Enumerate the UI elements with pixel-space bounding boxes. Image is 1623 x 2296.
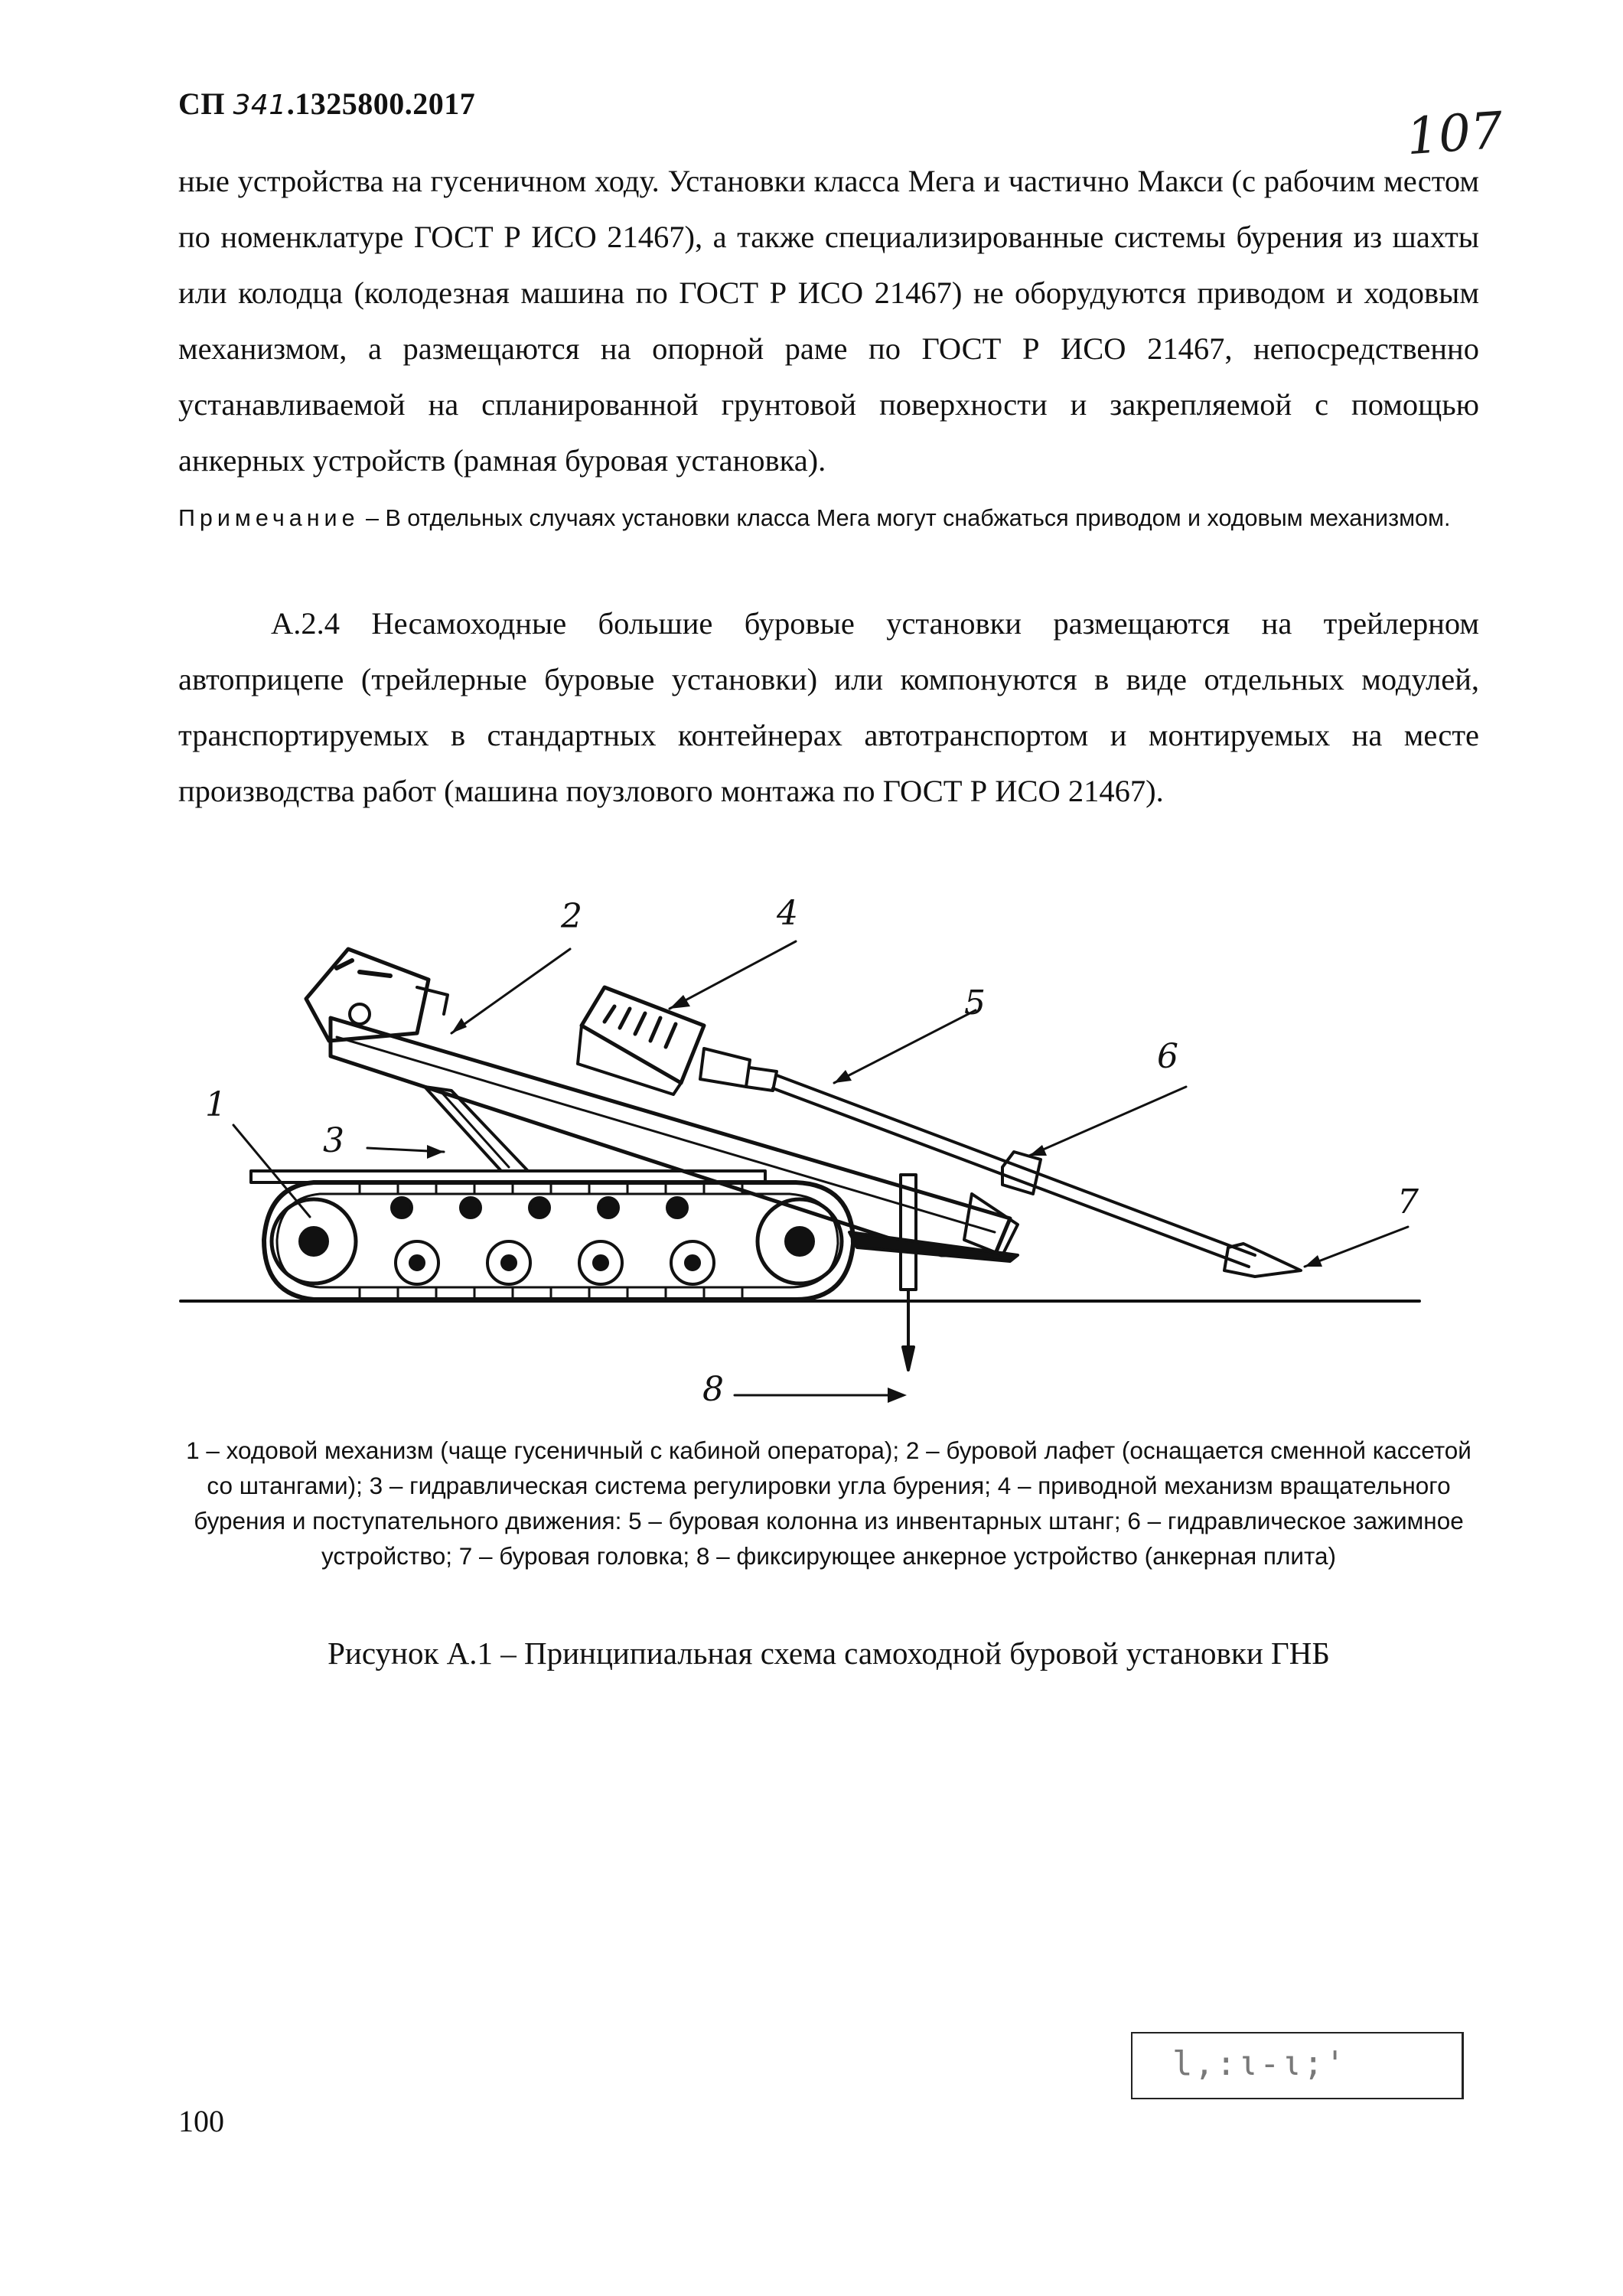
callout-7: 7: [1397, 1182, 1419, 1221]
rotary-drive: [578, 987, 777, 1094]
drill-head: [1224, 1244, 1301, 1277]
handwritten-page-number: 107: [1404, 100, 1505, 167]
leader-2: [451, 949, 570, 1033]
callout-8: 8: [702, 1370, 724, 1409]
anchor-rod: [901, 1175, 916, 1370]
note-label: Примечание: [178, 505, 360, 531]
leader-3: [367, 1148, 444, 1152]
registration-stamp: [1131, 2032, 1464, 2099]
figure-caption: 1 – ходовой механизм (чаще гусеничный с кабиной оператора); 2 – буровой лафет (оснащается сменной кассетой со штангами); 3 – гидравлическая система регулировки угла бурения; 4 – приводной механизм вращательного бурения и поступательного движения: 5 – буровая колонна из инвентарных штанг; 6 – гидравлическое зажимное устройство; 7 – буровая головка; 8 – фиксирующее анкерное устройство (анкерная плита): [186, 1437, 1471, 1570]
page-number: 100: [178, 2104, 224, 2138]
code-prefix: СП: [178, 86, 225, 121]
callout-4: 4: [777, 894, 798, 933]
code-suffix: .1325800.2017: [286, 86, 476, 121]
callout-3: 3: [323, 1121, 344, 1160]
leader-5: [834, 1010, 976, 1083]
callout-6: 6: [1157, 1037, 1178, 1076]
code-handwritten-number: 341: [233, 90, 287, 121]
crawler-track: [264, 1182, 853, 1300]
leader-6: [1029, 1087, 1186, 1156]
chassis-deck: [251, 1171, 765, 1182]
paragraph-2-text: А.2.4 Несамоходные большие буровые установки размещаются на трейлерном автоприцепе (трейлерные буровые установки) или компонуются в виде отдельных модулей, транспортируемых в стандартных контейнерах автотранспортом и монтируемых на месте производства работ (машина поузлового монтажа по ГОСТ Р ИСО 21467).: [178, 606, 1479, 808]
figure-title: Рисунок А.1 – Принципиальная схема самоходной буровой установки ГНБ: [328, 1636, 1330, 1671]
callout-2: 2: [561, 897, 582, 936]
callout-1: 1: [205, 1085, 227, 1124]
hydraulic-clamp: [964, 1152, 1041, 1255]
drill-string: [773, 1075, 1255, 1267]
leader-4: [670, 941, 796, 1009]
note-text: – В отдельных случаях установки класса Мега могут снабжаться приводом и ходовым механизмом.: [359, 505, 1451, 531]
leader-7: [1305, 1227, 1408, 1267]
angle-adjuster: [425, 1087, 528, 1171]
paragraph-2: [178, 595, 1479, 819]
stamp-text: l,:ι-ι;': [1172, 2044, 1347, 2083]
callout-5: 5: [964, 983, 986, 1022]
document-code: [178, 86, 475, 122]
note: [178, 501, 1479, 536]
paragraph-1: ные устройства на гусеничном ходу. Установки класса Мега и частично Макси (с рабочим местом по номенклатуре ГОСТ Р ИСО 21467), а также специализированные системы бурения из шахты или колодца (колодезная машина по ГОСТ Р ИСО 21467) не оборудуются приводом и ходовым механизмом, а размещаются на опорной раме по ГОСТ Р ИСО 21467, непосредственно устанавливаемой на спланированной грунтовой поверхности и закрепляемой с помощью анкерных устройств (рамная буровая установка).: [178, 164, 1479, 478]
control-box: [306, 949, 448, 1041]
drill-frame: [331, 1018, 1018, 1261]
leader-1: [233, 1125, 310, 1217]
